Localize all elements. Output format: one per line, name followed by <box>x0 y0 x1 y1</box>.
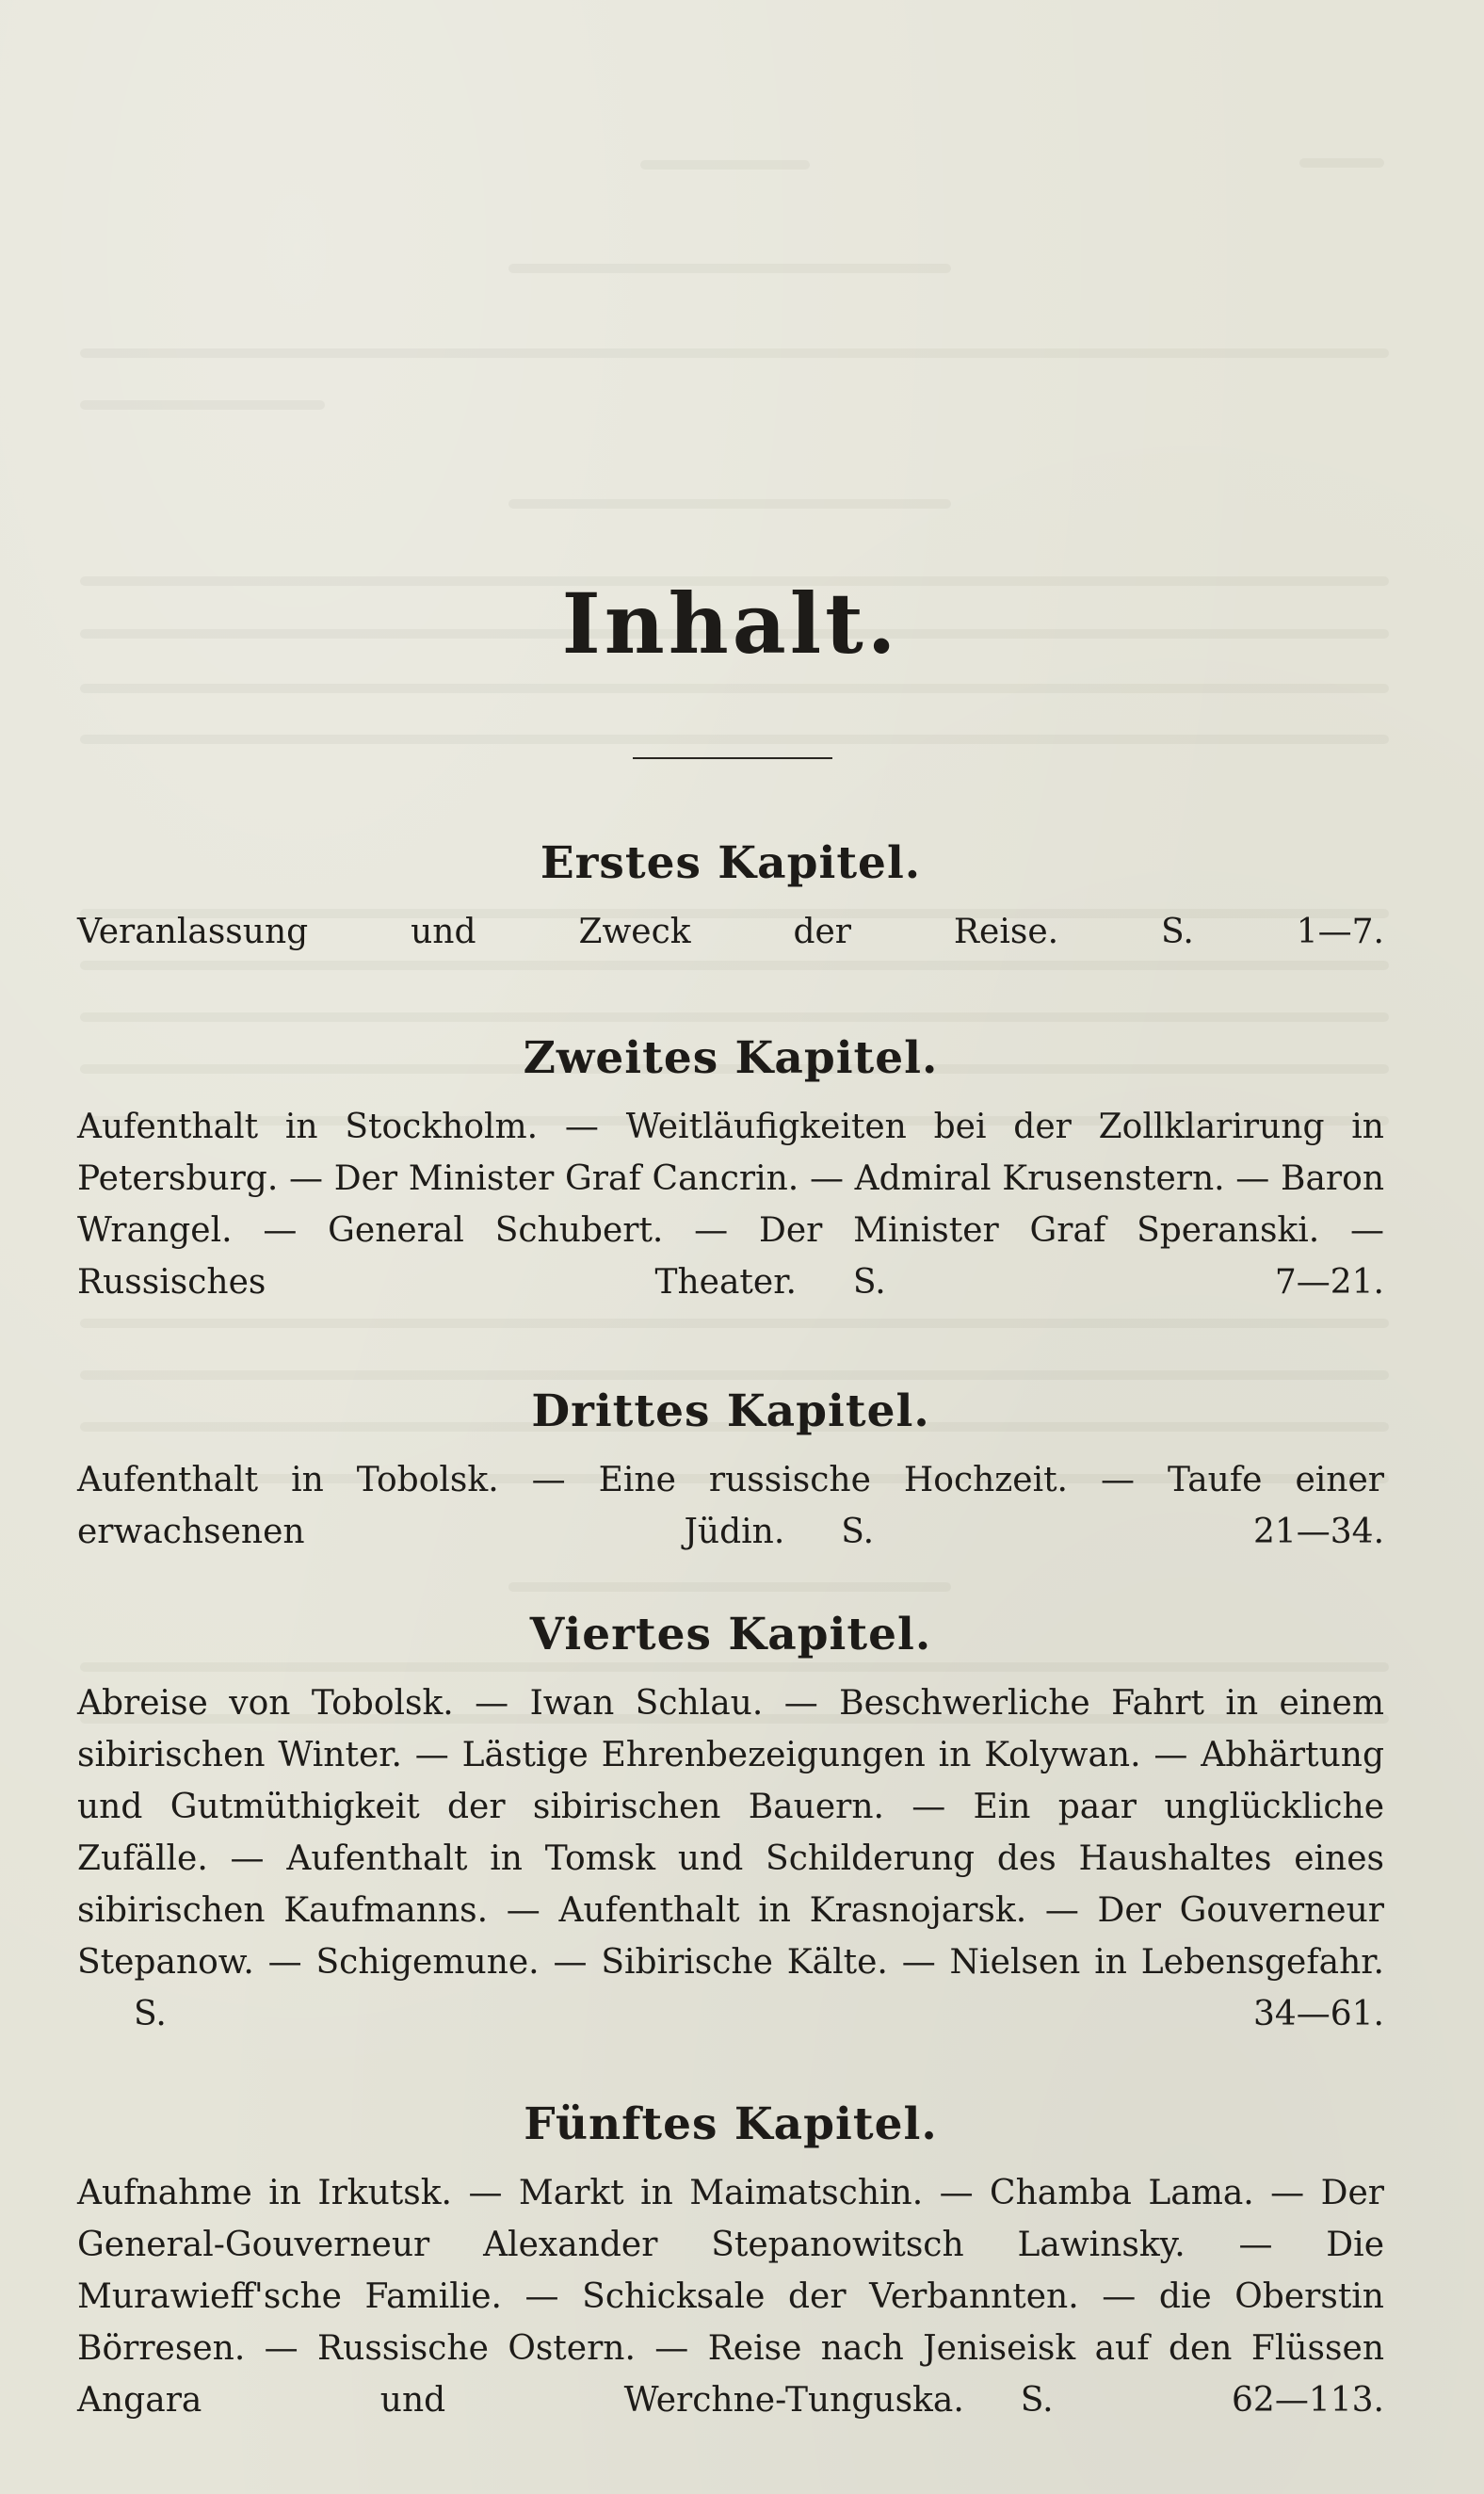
chapter-heading: Zweites Kapitel. <box>523 1032 939 1084</box>
chapter-entry-4 <box>77 1609 1384 2040</box>
chapter-heading: Fünftes Kapitel. <box>524 2098 938 2150</box>
chapter-summary-text: Aufenthalt in Stockholm. — Weitläufigkeiten bei der Zollklarirung in Petersburg. — Der Minister Graf Cancrin. — Admiral Krusenstern. — Baron Wrangel. — General Schubert. — Der Minister Graf Speranski. — Russisches Theater. <box>77 1108 1384 1302</box>
chapter-heading: Viertes Kapitel. <box>529 1609 932 1660</box>
chapter-entry-3 <box>77 1385 1385 1558</box>
chapter-entry-5 <box>77 2098 1384 2426</box>
chapter-summary-text: Abreise von Tobolsk. — Iwan Schlau. — Beschwerliche Fahrt in einem sibirischen Winter. — Lästige Ehrenbezeigungen in Kolywan. — Abhärtung und Gutmüthigkeit der sibirischen Bauern. — Ein paar unglückliche Zufälle. — Aufenthalt in Tomsk und Schilderung des Haushaltes eines sibirischen Kaufmanns. — Aufenthalt in Krasnojarsk. — Der Gouverneur Stepanow. — Schigemune. — Sibirische Kälte. — Nielsen in Lebensgefahr. <box>77 1684 1384 1982</box>
chapter-summary <box>77 1101 1384 1308</box>
chapter-summary-text: Aufnahme in Irkutsk. — Markt in Maimatschin. — Chamba Lama. — Der General-Gouverneur Alexander Stepanowitsch Lawinsky. — Die Murawieff'sche Familie. — Schicksale der Verbannten. — die Oberstin Börresen. — Russische Ostern. — Reise nach Jeniseisk auf den Flüssen Angara und Werchne-Tunguska. <box>77 2174 1384 2420</box>
title-divider <box>633 757 832 759</box>
chapter-page-range: S. 21—34. <box>841 1513 1385 1551</box>
chapter-summary-text: Veranlassung und Zweck der Reise. <box>77 913 1059 951</box>
chapter-entry-1 <box>77 837 1384 958</box>
page-title: Inhalt. <box>561 575 900 672</box>
chapter-summary <box>77 2167 1384 2426</box>
chapter-heading: Drittes Kapitel. <box>531 1385 930 1437</box>
chapter-page-range: S. 7—21. <box>852 1263 1384 1302</box>
chapter-summary <box>77 1454 1384 1558</box>
chapter-page-range: S. 1—7. <box>1161 913 1384 951</box>
chapter-summary <box>77 1677 1384 2040</box>
chapter-page-range: S. 62—113. <box>1020 2381 1384 2420</box>
chapter-page-range: S. 34—61. <box>134 1995 1384 2033</box>
chapter-heading: Erstes Kapitel. <box>540 837 922 889</box>
chapter-summary <box>77 906 1384 958</box>
chapter-entry-2 <box>77 1032 1384 1308</box>
chapter-summary-text: Aufenthalt in Tobolsk. — Eine russische Hochzeit. — Taufe einer erwachsenen Jüdin. <box>77 1461 1384 1551</box>
